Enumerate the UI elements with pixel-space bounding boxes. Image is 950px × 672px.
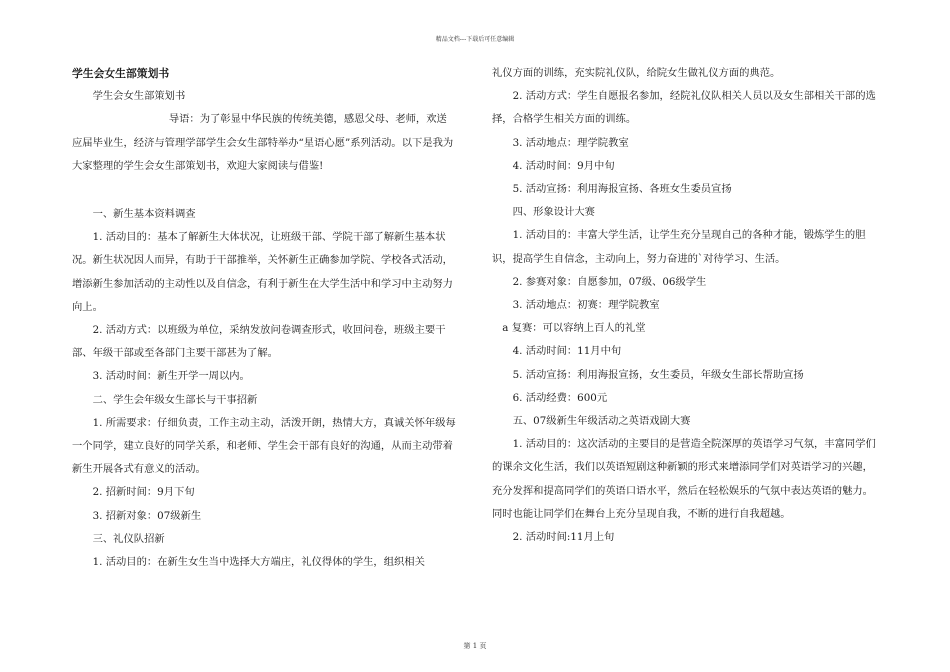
paragraph-gap (72, 178, 457, 203)
section-heading-5: 五、07级新生年级活动之英语戏剧大赛 (512, 415, 691, 428)
paragraph: 3. 招新对象：07级新生 (92, 509, 202, 522)
page-header: 精品文档---下载后可任意编辑 (435, 36, 515, 43)
paragraph: 1. 活动目的：在新生女生当中选择大方端庄，礼仪得体的学生，组织相关 (92, 556, 425, 569)
paragraph: 2. 活动方式：以班级为单位，采纳发放问卷调查形式，收回问卷，班级主要干部、年级干部或至各部门主要干部甚为了解。 (72, 324, 446, 360)
paragraph: 礼仪方面的训练，充实院礼仪队，给院女生做礼仪方面的典范。 (492, 67, 781, 79)
paragraph: 2. 参赛对象：自愿参加，07级、06级学生 (512, 275, 707, 288)
section-heading-3: 三、礼仪队招新 (92, 532, 165, 545)
section-heading-2: 二、学生会年级女生部长与干事招新 (92, 393, 258, 406)
section-heading-1: 一、新生基本资料调查 (92, 208, 196, 221)
paragraph: 3. 活动地点：初赛：理学院教室 (512, 299, 660, 312)
paragraph: a 复赛：可以容纳上百人的礼堂 (502, 322, 646, 335)
paragraph: 2. 招新时间：9月下旬 (92, 486, 195, 499)
paragraph: 6. 活动经费：600元 (512, 391, 608, 404)
paragraph: 2. 活动方式：学生自愿报名参加，经院礼仪队相关人员以及女生部相关干部的选择，合格学生相关方面的训练。 (492, 90, 876, 126)
paragraph: 2. 活动时间:11月上旬 (512, 531, 615, 544)
paragraph: 1. 活动目的：丰富大学生活，让学生充分呈现自己的各种才能，锻炼学生的胆识，提高学生自信念，主动向上，努力奋进的`对待学习、生活。 (492, 229, 866, 265)
paragraph: 4. 活动时间：11月中旬 (512, 345, 622, 358)
paragraph: 4. 活动时间：9月中旬 (512, 159, 615, 172)
paragraph: 1. 活动目的：这次活动的主要目的是营造全院深厚的英语学习气氛，丰富同学们的课余文化生活，我们以英语短剧这种新颖的形式来增添同学们对英语学习的兴趣，充分发挥和提高同学们的英语口语水平，然后在轻松娱乐的气氛中表达英语的魅力。同时也能让同学们在舞台上充分呈现自我，不断的进行自我超越。 (492, 438, 876, 520)
paragraph: 3. 活动地点：理学院教室 (512, 136, 629, 149)
paragraph: 5. 活动宣扬：利用海报宣扬、各班女生委员宣扬 (512, 183, 732, 196)
intro-paragraph: 导语：为了彰显中华民族的传统美德，感恩父母、老师，欢送应届毕业生，经济与管理学部学生会女生部特举办“星语心愿”系列活动。以下是我为大家整理的学生会女生部策划书，欢迎大家阅读与借鉴! (72, 113, 454, 172)
right-column (492, 62, 877, 549)
paragraph: 1. 活动目的：基本了解新生大体状况，让班级干部、学院干部了解新生基本状况。新生状况因人而异，有助于干部推举，关怀新生正确参加学院、学校各式活动，增添新生参加活动的主动性以及自信念，有利于新生在大学生活中和学习中主动努力向上。 (72, 231, 453, 313)
paragraph: 3. 活动时间：新生开学一周以内。 (92, 370, 250, 383)
paragraph: 5. 活动宣扬：利用海报宣扬，女生委员，年级女生部长帮助宣扬 (512, 368, 804, 381)
document-title: 学生会女生部策划书 (72, 67, 170, 80)
document-subtitle: 学生会女生部策划书 (92, 90, 186, 103)
left-column (72, 62, 457, 574)
paragraph: 1. 所需要求：仔细负责，工作主动主动，活泼开朗，热情大方，真诚关怀年级每一个同学，建立良好的同学关系，和老师、学生会干部有良好的沟通，从而主动带着新生开展各式有意义的活动。 (72, 416, 456, 476)
page-number: 第 1 页 (463, 642, 487, 650)
section-heading-4: 四、形象设计大赛 (512, 206, 595, 219)
